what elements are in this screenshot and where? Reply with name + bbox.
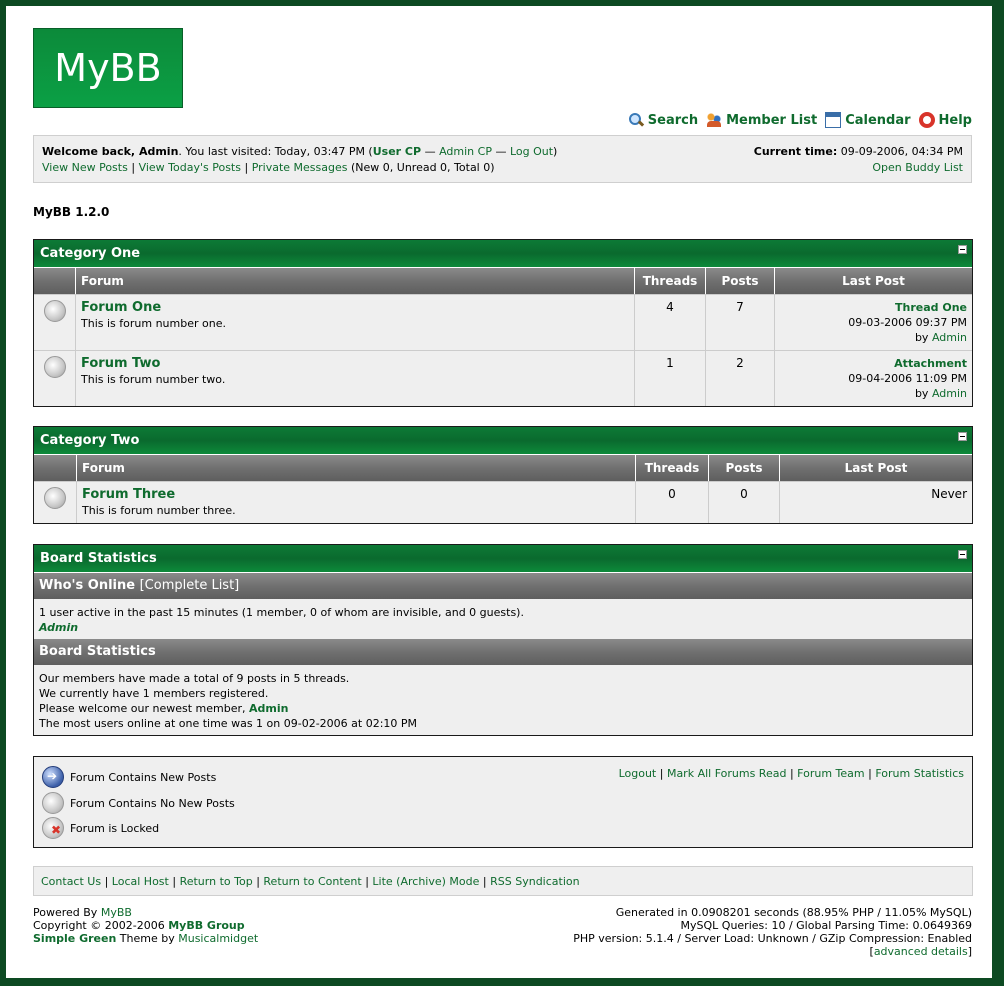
current-time-label: Current time: bbox=[753, 145, 838, 158]
by-label: by bbox=[914, 387, 932, 400]
footer-debug-info bbox=[573, 906, 972, 958]
footer-links-bar: Contact Us | Local Host | Return to Top | Return to Content | Lite (Archive) Mode | RSS Syndication bbox=[33, 866, 973, 896]
separator: — bbox=[491, 145, 510, 158]
footer-credits bbox=[33, 906, 258, 945]
help-label: Help bbox=[938, 112, 972, 128]
last-post-date: 09-03-2006 09:37 PM bbox=[848, 316, 967, 329]
search-icon bbox=[628, 112, 644, 128]
return-to-top-link[interactable]: Return to Top bbox=[179, 875, 253, 888]
board-statistics-title[interactable]: Board Statistics bbox=[40, 551, 157, 566]
logo-text: MyBB bbox=[54, 46, 162, 90]
no-new-posts-icon bbox=[44, 487, 66, 509]
view-todays-posts-link[interactable]: View Today's Posts bbox=[138, 161, 241, 174]
advanced-details-link[interactable]: advanced details bbox=[873, 945, 968, 958]
posts-count: 7 bbox=[706, 295, 775, 350]
last-post-thread-link[interactable]: Thread One bbox=[895, 301, 967, 314]
logout-link[interactable]: Log Out bbox=[509, 145, 554, 158]
pm-counts: (New 0, Unread 0, Total 0) bbox=[347, 161, 495, 174]
whos-online-header bbox=[34, 573, 972, 599]
search-label: Search bbox=[647, 112, 699, 128]
status-cell bbox=[34, 482, 77, 523]
status-cell bbox=[34, 351, 76, 406]
last-post-user-link[interactable]: Admin bbox=[931, 387, 967, 400]
posts-count: 0 bbox=[709, 482, 780, 523]
last-post-never: Never bbox=[931, 487, 967, 501]
board-stats-subheader: Board Statistics bbox=[34, 639, 972, 665]
forum-cell bbox=[76, 351, 635, 406]
whos-online-title: Who's Online bbox=[39, 578, 136, 593]
by-label: by bbox=[914, 331, 932, 344]
online-summary: 1 user active in the past 15 minutes (1 member, 0 of whom are invisible, and 0 guests). bbox=[39, 606, 524, 619]
board-statistics-header bbox=[34, 545, 972, 573]
last-post-date: 09-04-2006 11:09 PM bbox=[848, 372, 967, 385]
private-messages-link[interactable]: Private Messages bbox=[251, 161, 348, 174]
mark-all-read-link[interactable]: Mark All Forums Read bbox=[666, 767, 787, 780]
board-statistics-table bbox=[33, 544, 973, 736]
threads-count: 1 bbox=[635, 351, 706, 406]
legend-links: Logout | Mark All Forums Read | Forum Team | Forum Statistics bbox=[618, 767, 964, 780]
last-post-column-header: Last Post bbox=[844, 461, 908, 475]
search-link[interactable] bbox=[628, 112, 698, 128]
column-header-row bbox=[34, 268, 972, 294]
forum-row bbox=[34, 350, 972, 406]
forum-statistics-link[interactable]: Forum Statistics bbox=[875, 767, 964, 780]
collapse-icon[interactable] bbox=[958, 245, 967, 254]
mybb-group-link[interactable]: MyBB Group bbox=[168, 919, 245, 932]
generated-time: Generated in 0.0908201 seconds (88.95% PHP / 11.05% MySQL) bbox=[615, 906, 972, 919]
last-post-cell bbox=[775, 295, 972, 350]
forum-column-header: Forum bbox=[76, 268, 635, 294]
forum-cell bbox=[76, 295, 635, 350]
status-column bbox=[34, 268, 76, 294]
category-title[interactable]: Category One bbox=[40, 246, 141, 261]
category-header bbox=[34, 427, 972, 455]
calendar-label: Calendar bbox=[845, 112, 911, 128]
category-one-table bbox=[33, 239, 973, 407]
last-post-thread-link[interactable]: Attachment bbox=[894, 357, 967, 370]
legend-locked bbox=[42, 817, 159, 839]
no-new-posts-icon bbox=[44, 356, 66, 378]
local-host-link[interactable]: Local Host bbox=[111, 875, 169, 888]
help-link[interactable] bbox=[919, 112, 972, 128]
theme-name-link[interactable]: Simple Green bbox=[33, 932, 117, 945]
welcome-panel: Welcome back, Admin. You last visited: Today, 03:47 PM (User CP — Admin CP — Log Out) View New Posts | View Today's Posts | Private Messages (New 0, Unread 0, Total 0) Current time: 09-09-2006, 04:34 PM Open Buddy List bbox=[33, 135, 972, 183]
mybb-link[interactable]: MyBB bbox=[100, 906, 132, 919]
stats-posts-line: Our members have made a total of 9 posts in 5 threads. bbox=[39, 672, 350, 685]
posts-count: 2 bbox=[706, 351, 775, 406]
lite-archive-mode-link[interactable]: Lite (Archive) Mode bbox=[372, 875, 480, 888]
current-time-value: 09-09-2006, 04:34 PM bbox=[837, 145, 963, 158]
collapse-icon[interactable] bbox=[958, 550, 967, 559]
last-visit-text: . You last visited: Today, 03:47 PM ( bbox=[178, 145, 373, 158]
whos-online-body bbox=[34, 599, 972, 639]
newest-member-link[interactable]: Admin bbox=[249, 702, 289, 715]
threads-count: 0 bbox=[636, 482, 709, 523]
calendar-icon bbox=[825, 112, 841, 128]
complete-list-link[interactable]: [Complete List] bbox=[139, 578, 240, 593]
logout-link[interactable]: Logout bbox=[618, 767, 657, 780]
board-stats-body bbox=[34, 665, 972, 735]
legend-label: Forum is Locked bbox=[70, 821, 160, 835]
forum-description: This is forum number two. bbox=[81, 373, 226, 386]
rss-syndication-link[interactable]: RSS Syndication bbox=[490, 875, 580, 888]
separator: — bbox=[421, 145, 440, 158]
category-two-table bbox=[33, 426, 973, 524]
user-cp-link[interactable]: User CP bbox=[372, 145, 422, 158]
posts-column-header: Posts bbox=[709, 455, 780, 481]
locked-forum-icon bbox=[42, 817, 64, 839]
member-list-icon bbox=[706, 112, 722, 128]
copyright-text: Copyright © 2002-2006 bbox=[33, 919, 169, 932]
threads-column-header: Threads bbox=[635, 268, 706, 294]
status-cell bbox=[34, 295, 76, 350]
view-new-posts-link[interactable]: View New Posts bbox=[42, 161, 128, 174]
open-buddy-list-link[interactable]: Open Buddy List bbox=[872, 161, 963, 174]
collapse-icon[interactable] bbox=[958, 432, 967, 441]
no-new-posts-icon bbox=[44, 300, 66, 322]
contact-us-link[interactable]: Contact Us bbox=[41, 875, 102, 888]
member-list-link[interactable] bbox=[706, 112, 817, 128]
forum-three-link[interactable]: Forum Three bbox=[82, 487, 176, 502]
new-posts-icon bbox=[42, 766, 64, 788]
php-version: PHP version: 5.1.4 / Server Load: Unknown / GZip Compression: Enabled bbox=[573, 932, 972, 945]
member-list-label: Member List bbox=[726, 112, 818, 128]
threads-column-header: Threads bbox=[636, 455, 709, 481]
stats-members-line: We currently have 1 members registered. bbox=[39, 687, 269, 700]
status-column bbox=[34, 455, 77, 481]
last-post-column-header: Last Post bbox=[842, 274, 905, 288]
forum-one-link[interactable]: Forum One bbox=[81, 300, 162, 315]
forum-row bbox=[34, 481, 972, 523]
forum-legend bbox=[33, 756, 973, 848]
legend-no-new-posts bbox=[42, 792, 235, 814]
return-to-content-link[interactable]: Return to Content bbox=[263, 875, 362, 888]
forum-description: This is forum number one. bbox=[81, 317, 226, 330]
close-paren: ) bbox=[553, 145, 558, 158]
posts-column-header: Posts bbox=[706, 268, 775, 294]
admin-cp-link[interactable]: Admin CP bbox=[439, 145, 492, 158]
legend-new-posts bbox=[42, 766, 216, 788]
help-icon bbox=[919, 112, 935, 128]
calendar-link[interactable] bbox=[825, 112, 910, 128]
forum-team-link[interactable]: Forum Team bbox=[797, 767, 865, 780]
online-user-link[interactable]: Admin bbox=[39, 621, 79, 634]
welcome-greeting: Welcome back, Admin bbox=[42, 145, 179, 158]
version-title: MyBB 1.2.0 bbox=[33, 205, 110, 219]
theme-by-text: Theme by bbox=[116, 932, 179, 945]
category-title[interactable]: Category Two bbox=[40, 433, 140, 448]
newest-member-text: Please welcome our newest member, bbox=[39, 702, 249, 715]
forum-two-link[interactable]: Forum Two bbox=[81, 356, 161, 371]
category-header bbox=[34, 240, 972, 268]
bracket-open: [ bbox=[869, 945, 874, 958]
mybb-logo[interactable] bbox=[33, 28, 183, 108]
forum-row bbox=[34, 294, 972, 350]
powered-by-text: Powered By bbox=[33, 906, 101, 919]
forum-description: This is forum number three. bbox=[82, 504, 236, 517]
no-new-posts-icon bbox=[42, 792, 64, 814]
mysql-queries: MySQL Queries: 10 / Global Parsing Time: 0.0649369 bbox=[680, 919, 972, 932]
last-post-user-link[interactable]: Admin bbox=[931, 331, 967, 344]
column-header-row bbox=[34, 455, 972, 481]
legend-label: Forum Contains No New Posts bbox=[70, 796, 235, 810]
threads-count: 4 bbox=[635, 295, 706, 350]
page bbox=[6, 6, 992, 978]
forum-cell bbox=[77, 482, 636, 523]
bracket-close: ] bbox=[967, 945, 972, 958]
stats-most-online-line: The most users online at one time was 1 on 09-02-2006 at 02:10 PM bbox=[39, 717, 418, 730]
theme-author-link[interactable]: Musicalmidget bbox=[178, 932, 259, 945]
legend-label: Forum Contains New Posts bbox=[70, 770, 217, 784]
top-navigation bbox=[628, 112, 972, 128]
last-post-cell bbox=[775, 351, 972, 406]
forum-column-header: Forum bbox=[77, 455, 636, 481]
